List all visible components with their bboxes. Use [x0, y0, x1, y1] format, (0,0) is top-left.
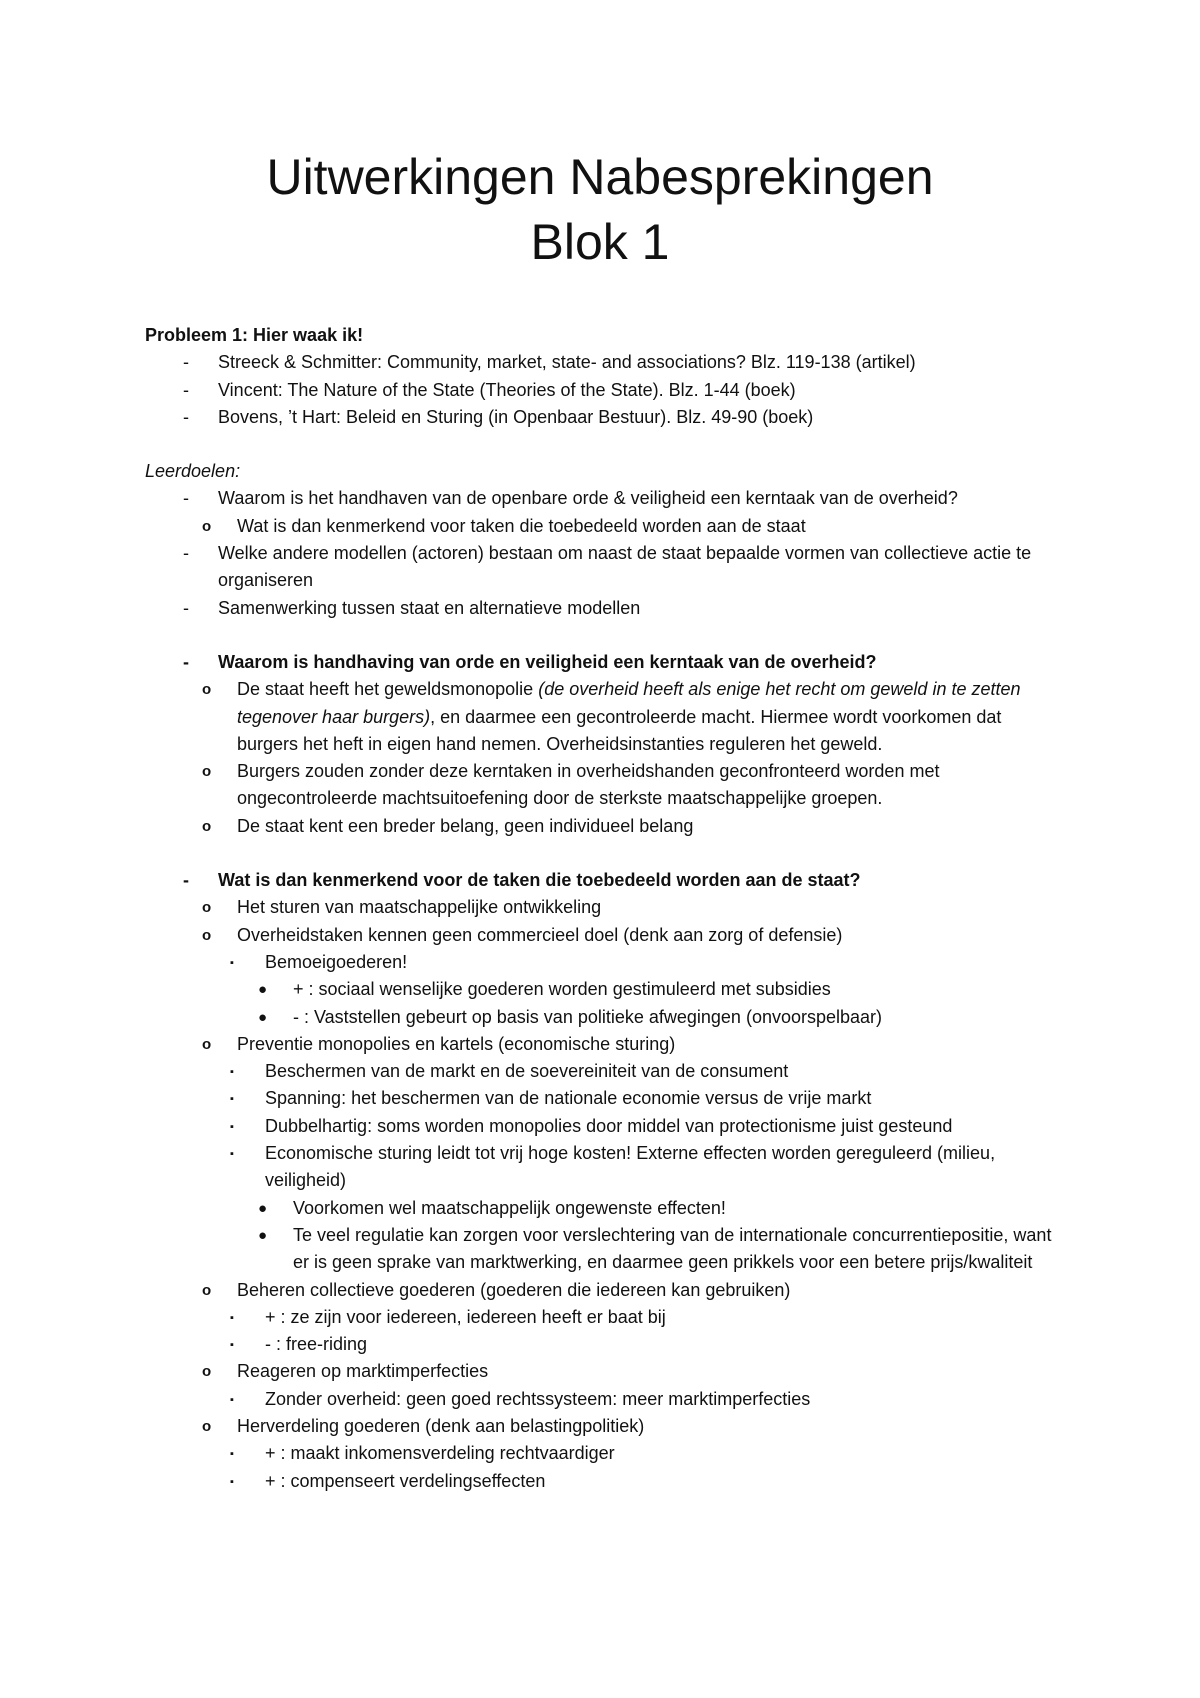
circle-bullet: o — [202, 763, 212, 781]
section2-detail: ● Te veel regulatie kan zorgen voor verslechtering van de internationale concurrentiepositie, want er is geen sprake van marktwerking, en daarmee geen prikkels voor een betere prijs/kwaliteit — [145, 1222, 1065, 1277]
title-line-2: Blok 1 — [530, 214, 670, 270]
source-item: - Streeck & Schmitter: Community, market, state- and associations? Blz. 119-138 (artikel) — [145, 349, 1065, 376]
section2-subpoint: ▪ - : free-riding — [145, 1331, 1065, 1358]
dot-bullet: ● — [258, 1008, 268, 1026]
spacer — [145, 431, 1065, 458]
goal-item: - Welke andere modellen (actoren) bestaan om naast de staat bepaalde vormen van collectieve actie te organiseren — [145, 540, 1065, 595]
goals-label: Leerdoelen: — [145, 461, 241, 482]
document-body — [145, 322, 1065, 1495]
problem-heading: Probleem 1: Hier waak ik! — [145, 325, 364, 345]
section2-subpoint: ▪ Zonder overheid: geen goed rechtssysteem: meer marktimperfecties — [145, 1386, 1065, 1413]
section2-subpoint: ▪ + : compenseert verdelingseffecten — [145, 1468, 1065, 1495]
square-bullet: ▪ — [230, 1393, 234, 1406]
dot-bullet: ● — [258, 1226, 268, 1244]
spacer — [145, 622, 1065, 649]
square-bullet: ▪ — [230, 1448, 234, 1461]
circle-bullet: o — [202, 899, 212, 917]
dash-bullet: - — [183, 543, 189, 564]
circle-bullet: o — [202, 517, 212, 535]
source-item: - Vincent: The Nature of the State (Theories of the State). Blz. 1-44 (boek) — [145, 377, 1065, 404]
section2-detail: ● Voorkomen wel maatschappelijk ongewenste effecten! — [145, 1195, 1065, 1222]
document-title — [0, 145, 1200, 275]
section1-point: o De staat kent een breder belang, geen individueel belang — [145, 813, 1065, 840]
square-bullet: ▪ — [230, 1093, 234, 1106]
circle-bullet: o — [202, 1363, 212, 1381]
section2-detail: ● + : sociaal wenselijke goederen worden gestimuleerd met subsidies — [145, 976, 1065, 1003]
spacer — [145, 840, 1065, 867]
goal-subitem: o Wat is dan kenmerkend voor taken die toebedeeld worden aan de staat — [145, 513, 1065, 540]
dot-bullet: ● — [258, 1199, 268, 1217]
square-bullet: ▪ — [230, 1120, 234, 1133]
section2-subpoint: ▪ Economische sturing leidt tot vrij hoge kosten! Externe effecten worden gereguleerd (milieu, veiligheid) — [230, 1143, 996, 1191]
section2-point: o Het sturen van maatschappelijke ontwikkeling — [145, 894, 1065, 921]
dash-bullet: - — [183, 597, 189, 618]
section2-heading: - Wat is dan kenmerkend voor de taken die toebedeeld worden aan de staat? — [145, 867, 1065, 894]
section2-point: o Overheidstaken kennen geen commercieel doel (denk aan zorg of defensie) — [145, 922, 1065, 949]
source-item: - Bovens, ’t Hart: Beleid en Sturing (in Openbaar Bestuur). Blz. 49-90 (boek) — [145, 404, 1065, 431]
section1-point: o Burgers zouden zonder deze kerntaken in overheidshanden geconfronteerd worden met ongecontroleerde machtsuitoefening door de sterkste maatschappelijke groepen. — [145, 758, 1065, 813]
section2-subpoint: ▪ Dubbelhartig: soms worden monopolies door middel van protectionisme juist gesteund — [145, 1113, 1065, 1140]
dash-bullet: - — [183, 352, 189, 373]
section2-point: o Preventie monopolies en kartels (economische sturing) — [145, 1031, 1065, 1058]
dash-bullet: - — [183, 406, 189, 427]
section1-heading: - Waarom is handhaving van orde en veiligheid een kerntaak van de overheid? — [145, 649, 1065, 676]
section2-point: o Herverdeling goederen (denk aan belastingpolitiek) — [145, 1413, 1065, 1440]
circle-bullet: o — [202, 681, 212, 699]
goal-item: - Samenwerking tussen staat en alternatieve modellen — [145, 595, 1065, 622]
square-bullet: ▪ — [230, 1339, 234, 1352]
section2-subpoint: ▪ Spanning: het beschermen van de nationale economie versus de vrije markt — [145, 1085, 1065, 1112]
square-bullet: ▪ — [230, 1475, 234, 1488]
square-bullet: ▪ — [230, 1311, 234, 1324]
circle-bullet: o — [202, 817, 212, 835]
square-bullet: ▪ — [230, 1066, 234, 1079]
section2-subpoint: ▪ Bemoeigoederen! — [145, 949, 1065, 976]
goal-item: - Waarom is het handhaven van de openbare orde & veiligheid een kerntaak van de overheid? — [145, 485, 1065, 512]
circle-bullet: o — [202, 1281, 212, 1299]
square-bullet: ▪ — [230, 956, 234, 969]
dash-bullet: - — [183, 488, 189, 509]
section2-subpoint: ▪ Beschermen van de markt en de soevereiniteit van de consument — [145, 1058, 1065, 1085]
dash-bullet: - — [183, 870, 189, 891]
dash-bullet: - — [183, 651, 189, 672]
section2-point: o Beheren collectieve goederen (goederen die iedereen kan gebruiken) — [145, 1277, 1065, 1304]
circle-bullet: o — [202, 1035, 212, 1053]
section2-detail: ● - : Vaststellen gebeurt op basis van politieke afwegingen (onvoorspelbaar) — [145, 1004, 1065, 1031]
section2-subpoint: ▪ + : ze zijn voor iedereen, iedereen heeft er baat bij — [145, 1304, 1065, 1331]
dot-bullet: ● — [258, 981, 268, 999]
section1-point: o De staat heeft het geweldsmonopolie (de overheid heeft als enige het recht om geweld in te zetten tegenover haar burgers), en daarmee een gecontroleerde macht. Hiermee wordt voorkomen dat burgers het heft in eigen hand nemen. Overheidsinstanties reguleren het geweld. — [145, 676, 1065, 758]
square-bullet: ▪ — [230, 1148, 234, 1161]
circle-bullet: o — [202, 926, 212, 944]
title-line-1: Uitwerkingen Nabesprekingen — [266, 149, 934, 205]
section2-point: o Reageren op marktimperfecties — [145, 1358, 1065, 1385]
definition-italic: (de overheid heeft als enige het recht om geweld in te zetten tegenover haar burgers) — [237, 679, 1021, 727]
circle-bullet: o — [202, 1417, 212, 1435]
dash-bullet: - — [183, 379, 189, 400]
section2-subpoint: ▪ + : maakt inkomensverdeling rechtvaardiger — [145, 1440, 1065, 1467]
